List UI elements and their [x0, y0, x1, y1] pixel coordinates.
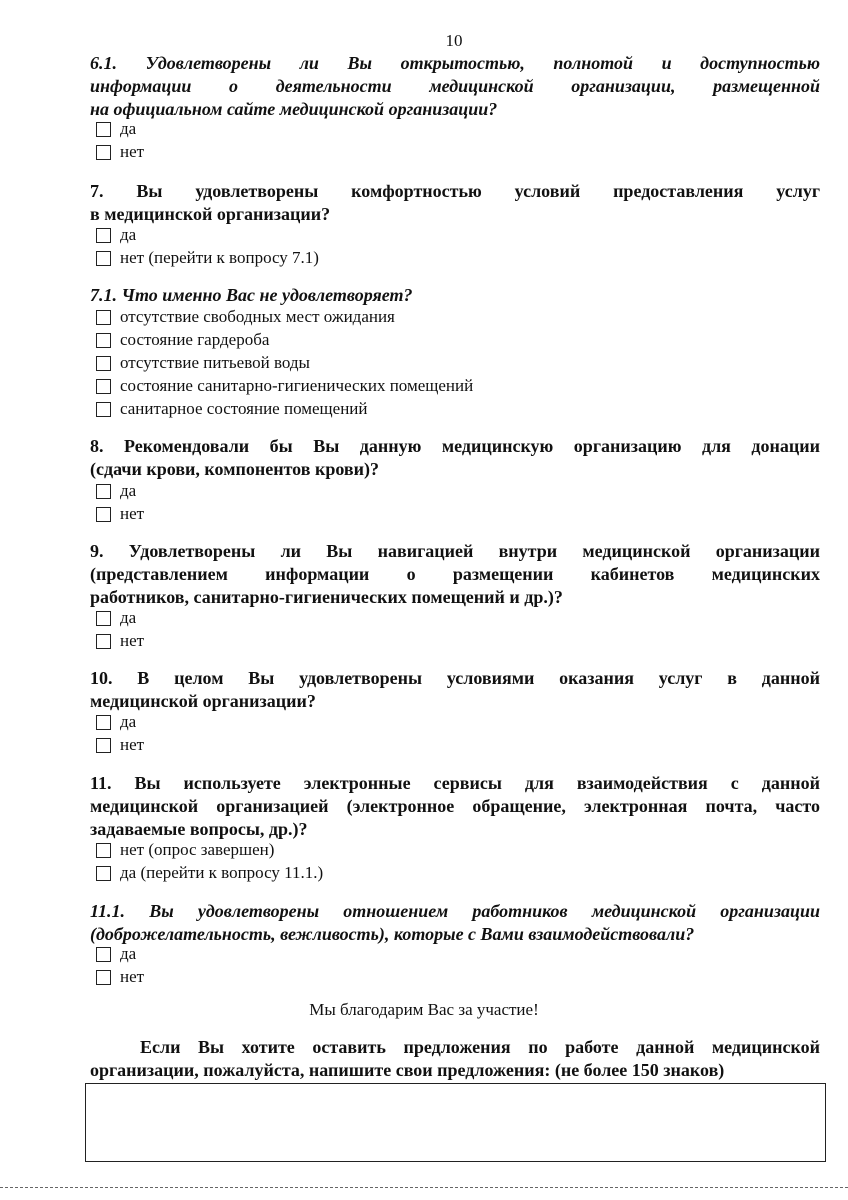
checkbox[interactable]	[96, 145, 111, 160]
question-7-line: 7. Вы удовлетворены комфортностью условий предоставления услуг	[90, 181, 820, 201]
option-7-1-no-seats[interactable]	[96, 306, 395, 328]
question-8	[90, 435, 820, 481]
option-label: отсутствие питьевой воды	[120, 353, 310, 372]
checkbox[interactable]	[96, 251, 111, 266]
option-label: нет	[120, 504, 145, 523]
question-11-1-line: (доброжелательность, вежливость), которые с Вами взаимодействовали?	[90, 924, 695, 944]
checkbox[interactable]	[96, 379, 111, 394]
option-9-no[interactable]	[96, 630, 144, 652]
suggestions-prompt-line: Если Вы хотите оставить предложения по работе данной медицинской	[140, 1037, 820, 1057]
question-6-1-line: на официальном сайте медицинской организации?	[90, 99, 498, 119]
option-label: нет	[120, 735, 145, 754]
option-label: нет (перейти к вопросу 7.1)	[120, 248, 319, 267]
checkbox[interactable]	[96, 333, 111, 348]
page-bottom-rule	[0, 1187, 848, 1188]
question-11-1-line: 11.1. Вы удовлетворены отношением работников медицинской организации	[90, 901, 820, 921]
option-label: да	[120, 608, 137, 627]
question-8-line: (сдачи крови, компонентов крови)?	[90, 459, 379, 479]
option-6-1-yes[interactable]	[96, 118, 136, 140]
question-6-1-line: 6.1. Удовлетворены ли Вы открытостью, полнотой и доступностью	[90, 53, 820, 73]
option-11-1-no[interactable]	[96, 966, 144, 988]
page-number: 10	[445, 31, 463, 50]
question-6-1	[90, 52, 820, 121]
checkbox[interactable]	[96, 122, 111, 137]
question-9-line: работников, санитарно-гигиенических помещений и др.)?	[90, 587, 563, 607]
option-8-yes[interactable]	[96, 480, 136, 502]
checkbox[interactable]	[96, 947, 111, 962]
option-label: нет	[120, 142, 145, 161]
question-11-line: медицинской организацией (электронное обращение, электронная почта, часто	[90, 796, 820, 816]
option-label: да	[120, 119, 137, 138]
checkbox[interactable]	[96, 484, 111, 499]
option-7-1-wardrobe[interactable]	[96, 329, 269, 351]
suggestions-input[interactable]	[85, 1083, 826, 1162]
option-label: да	[120, 481, 137, 500]
option-9-yes[interactable]	[96, 607, 136, 629]
question-7-line: в медицинской организации?	[90, 204, 331, 224]
option-label: да	[120, 944, 137, 963]
question-10-line: медицинской организации?	[90, 691, 316, 711]
question-9-line: 9. Удовлетворены ли Вы навигацией внутри медицинской организации	[90, 541, 820, 561]
question-11-line: 11. Вы используете электронные сервисы для взаимодействия с данной	[90, 773, 820, 793]
question-10-line: 10. В целом Вы удовлетворены условиями оказания услуг в данной	[90, 668, 820, 688]
option-11-1-yes[interactable]	[96, 943, 136, 965]
option-label: нет	[120, 967, 145, 986]
checkbox[interactable]	[96, 866, 111, 881]
option-label: да	[120, 712, 137, 731]
question-7	[90, 180, 820, 226]
option-6-1-no[interactable]	[96, 141, 144, 163]
question-11-1	[90, 900, 820, 946]
question-7-1-line: 7.1. Что именно Вас не удовлетворяет?	[90, 285, 413, 305]
checkbox[interactable]	[96, 402, 111, 417]
option-label: отсутствие свободных мест ожидания	[120, 307, 395, 326]
checkbox[interactable]	[96, 507, 111, 522]
checkbox[interactable]	[96, 310, 111, 325]
checkbox[interactable]	[96, 843, 111, 858]
option-7-1-sanitary-state[interactable]	[96, 398, 368, 420]
checkbox[interactable]	[96, 715, 111, 730]
question-11-line: задаваемые вопросы, др.)?	[90, 819, 308, 839]
option-10-no[interactable]	[96, 734, 144, 756]
option-7-yes[interactable]	[96, 224, 136, 246]
option-label: нет (опрос завершен)	[120, 840, 275, 859]
option-10-yes[interactable]	[96, 711, 136, 733]
checkbox[interactable]	[96, 611, 111, 626]
option-label: состояние гардероба	[120, 330, 270, 349]
option-label: нет	[120, 631, 145, 650]
option-label: да	[120, 225, 137, 244]
option-label: да (перейти к вопросу 11.1.)	[120, 863, 324, 882]
checkbox[interactable]	[96, 970, 111, 985]
checkbox[interactable]	[96, 634, 111, 649]
checkbox[interactable]	[96, 738, 111, 753]
checkbox[interactable]	[96, 228, 111, 243]
question-11	[90, 772, 820, 841]
option-label: санитарное состояние помещений	[120, 399, 368, 418]
question-9	[90, 540, 820, 609]
question-8-line: 8. Рекомендовали бы Вы данную медицинскую организацию для донации	[90, 436, 820, 456]
question-7-1	[90, 284, 820, 307]
question-10	[90, 667, 820, 713]
option-11-yes[interactable]	[96, 862, 323, 884]
option-8-no[interactable]	[96, 503, 144, 525]
option-7-1-water[interactable]	[96, 352, 310, 374]
option-11-no[interactable]	[96, 839, 274, 861]
suggestions-prompt	[90, 1036, 820, 1082]
checkbox[interactable]	[96, 356, 111, 371]
suggestions-prompt-line: организации, пожалуйста, напишите свои предложения: (не более 150 знаков)	[90, 1060, 725, 1080]
question-9-line: (представлением информации о размещении кабинетов медицинских	[90, 564, 820, 584]
question-6-1-line: информации о деятельности медицинской организации, размещенной	[90, 76, 820, 96]
option-label: состояние санитарно-гигиенических помещений	[120, 376, 474, 395]
thanks-message: Мы благодарим Вас за участие!	[309, 1000, 539, 1019]
option-7-no[interactable]	[96, 247, 319, 269]
option-7-1-sanitary-rooms[interactable]	[96, 375, 473, 397]
